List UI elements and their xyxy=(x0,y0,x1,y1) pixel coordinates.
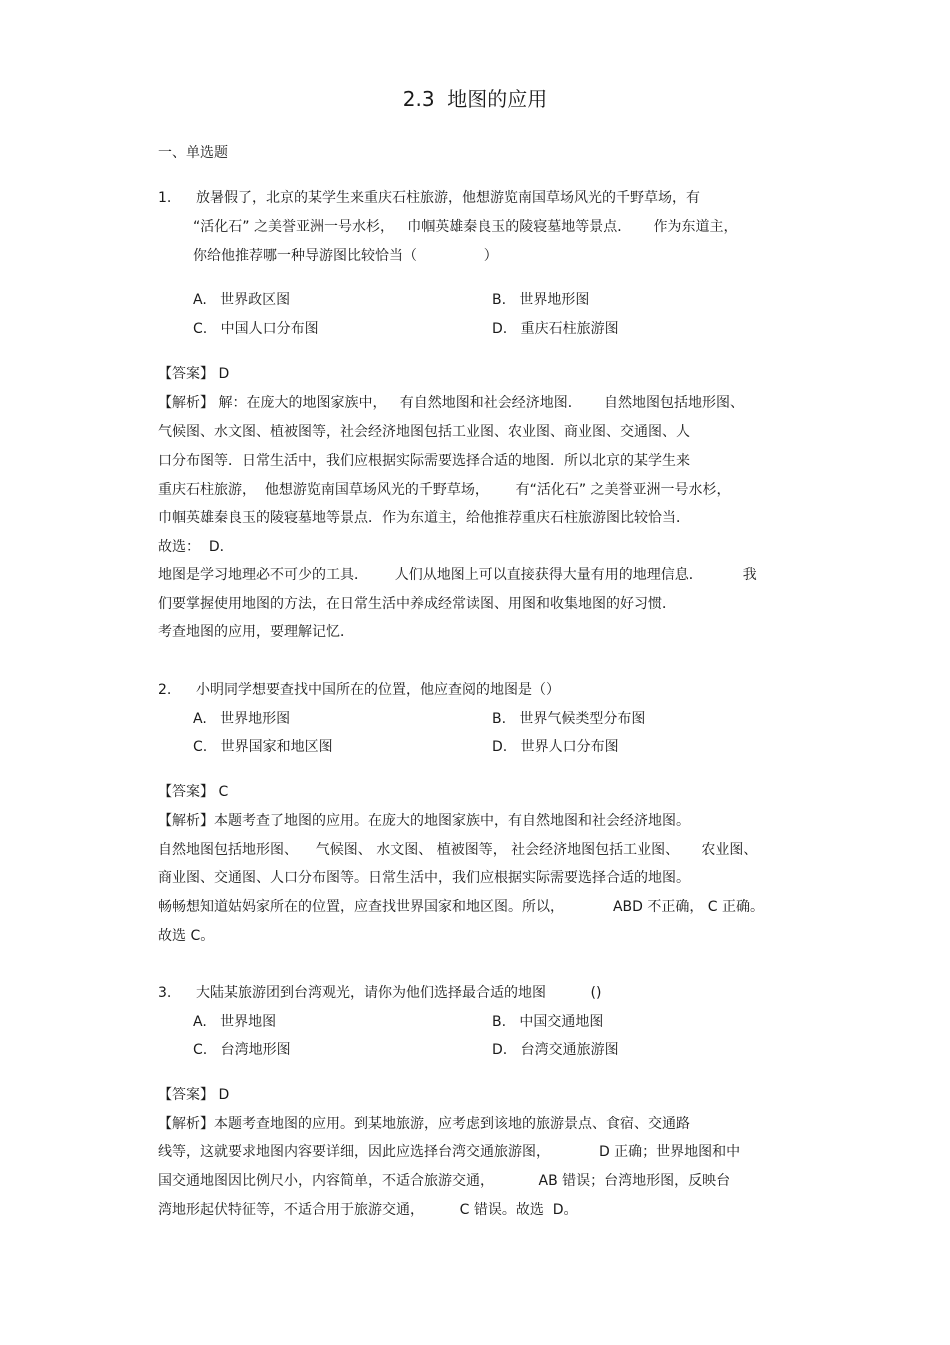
answer-line: 【答案】 C xyxy=(158,784,229,800)
option-b: B. 中国交通地图 xyxy=(492,1014,604,1030)
section-heading: 一、单选题 xyxy=(158,145,228,161)
analysis-line: 线等，这就要求地图内容要详细，因此应选择台湾交通旅游图， D 正确；世界地图和中 xyxy=(158,1144,741,1160)
option-c: C. 台湾地形图 xyxy=(193,1042,291,1058)
analysis-line: 商业图、交通图、人口分布图等。日常生活中，我们应根据实际需要选择合适的地图。 xyxy=(158,870,690,886)
analysis-line: 巾帼英雄秦良玉的陵寝墓地等景点．作为东道主，给他推荐重庆石柱旅游图比较恰当． xyxy=(158,510,690,526)
analysis-line: 们要掌握使用地图的方法，在日常生活中养成经常读图、用图和收集地图的好习惯． xyxy=(158,596,676,612)
option-c: C. 世界国家和地区图 xyxy=(193,739,333,755)
analysis-line: 自然地图包括地形图、 气候图、 水文图、 植被图等， 社会经济地图包括工业图、 农业图、 xyxy=(158,842,758,858)
option-d: D. 台湾交通旅游图 xyxy=(492,1042,619,1058)
question-number: 3. xyxy=(158,985,172,1001)
analysis-line: 国交通地图因比例尺小，内容简单，不适合旅游交通， AB 错误；台湾地形图，反映台 xyxy=(158,1173,731,1189)
analysis-line: 【解析】本题考查了地图的应用。在庞大的地图家族中，有自然地图和社会经济地图。 xyxy=(158,813,690,829)
question-stem-line: 大陆某旅游团到台湾观光，请你为他们选择最合适的地图 () xyxy=(196,985,602,1001)
option-a: A. 世界地形图 xyxy=(193,711,291,727)
page-title: 2.3 地图的应用 xyxy=(402,87,548,111)
question-stem-line: 放暑假了，北京的某学生来重庆石柱旅游，他想游览南国草场风光的千野草场，有 xyxy=(196,190,700,206)
question-number: 1. xyxy=(158,190,172,206)
option-d: D. 重庆石柱旅游图 xyxy=(492,321,619,337)
analysis-line: 口分布图等．日常生活中，我们应根据实际需要选择合适的地图．所以北京的某学生来 xyxy=(158,453,690,469)
option-a: A. 世界地图 xyxy=(193,1014,277,1030)
option-a: A. 世界政区图 xyxy=(193,292,291,308)
question-stem-line: 你给他推荐哪一种导游图比较恰当（ ） xyxy=(193,248,498,264)
analysis-line: 【解析】本题考查地图的应用。到某地旅游，应考虑到该地的旅游景点、食宿、交通路 xyxy=(158,1116,690,1132)
analysis-line: 故选： D． xyxy=(158,539,234,555)
analysis-line: 考查地图的应用，要理解记忆． xyxy=(158,624,354,640)
analysis-line: 故选 C。 xyxy=(158,928,215,944)
analysis-line: 湾地形起伏特征等，不适合用于旅游交通， C 错误。故选 D。 xyxy=(158,1202,578,1218)
answer-line: 【答案】 D xyxy=(158,1087,230,1103)
analysis-line: 重庆石柱旅游， 他想游览南国草场风光的千野草场， 有“活化石” 之美誉亚洲一号水杉， xyxy=(158,482,731,498)
analysis-line: 畅畅想知道姑妈家所在的位置，应查找世界国家和地区图。所以， ABD 不正确， C 正确。 xyxy=(158,899,765,915)
analysis-line: 地图是学习地理必不可少的工具． 人们从地图上可以直接获得大量有用的地理信息． 我 xyxy=(158,567,757,583)
analysis-line: 气候图、水文图、植被图等，社会经济地图包括工业图、农业图、商业图、交通图、人 xyxy=(158,424,690,440)
question-stem-line: 小明同学想要查找中国所在的位置，他应查阅的地图是（） xyxy=(196,682,560,698)
question-stem-line: “活化石” 之美誉亚洲一号水杉， 巾帼英雄秦良玉的陵寝墓地等景点． 作为东道主， xyxy=(193,219,738,235)
answer-line: 【答案】 D xyxy=(158,366,230,382)
option-c: C. 中国人口分布图 xyxy=(193,321,319,337)
option-b: B. 世界气候类型分布图 xyxy=(492,711,646,727)
option-b: B. 世界地形图 xyxy=(492,292,590,308)
question-number: 2. xyxy=(158,682,172,698)
option-d: D. 世界人口分布图 xyxy=(492,739,619,755)
analysis-line: 【解析】 解：在庞大的地图家族中， 有自然地图和社会经济地图． 自然地图包括地形图、 xyxy=(158,395,745,411)
